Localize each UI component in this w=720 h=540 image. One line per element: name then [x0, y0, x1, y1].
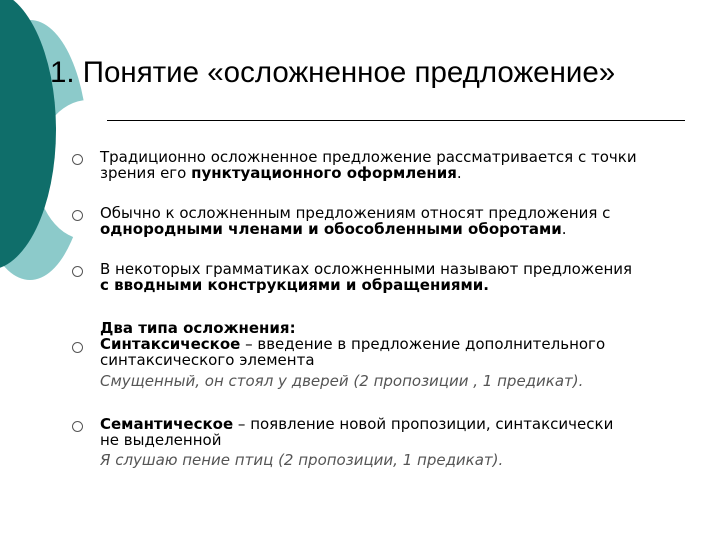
item-term: Семантическое: [100, 415, 234, 433]
slide-title: 1. Понятие «осложненное предложение»: [50, 56, 616, 89]
item-example: Я слушаю пение птиц (2 пропозиции, 1 предикат).: [100, 451, 504, 469]
item-bold-text: пунктуационного оформления: [191, 164, 457, 182]
item-line: Обычно к осложненным предложениям относят предложения с: [100, 204, 611, 222]
item-line: Традиционно осложненное предложение рассматривается с точки: [100, 148, 637, 166]
item-line: не выделенной: [100, 431, 222, 449]
hollow-circle-icon: [72, 342, 83, 353]
hollow-circle-icon: [72, 266, 83, 277]
item-punct: .: [456, 164, 462, 182]
item-punct: .: [483, 276, 489, 294]
item-line: синтаксического элемента: [100, 351, 315, 369]
hollow-circle-icon: [72, 421, 83, 432]
item-text: – введение в предложение дополнительного: [240, 335, 606, 353]
item-example: Смущенный, он стоял у дверей (2 пропозиции , 1 предикат).: [100, 372, 584, 390]
item-bold-text: с вводными конструкциями и обращениями: [100, 276, 484, 294]
item-term: Синтаксическое: [100, 335, 241, 353]
item-line: В некоторых грамматиках осложненными называют предложения: [100, 260, 633, 278]
hollow-circle-icon: [72, 154, 83, 165]
item-text: – появление новой пропозиции, синтаксически: [233, 415, 614, 433]
item-heading: Два типа осложнения:: [100, 319, 296, 337]
item-punct: .: [561, 220, 567, 238]
hollow-circle-icon: [72, 210, 83, 221]
item-bold-text: однородными членами и обособленными оборотами: [100, 220, 562, 238]
item-text: зрения его: [100, 164, 192, 182]
